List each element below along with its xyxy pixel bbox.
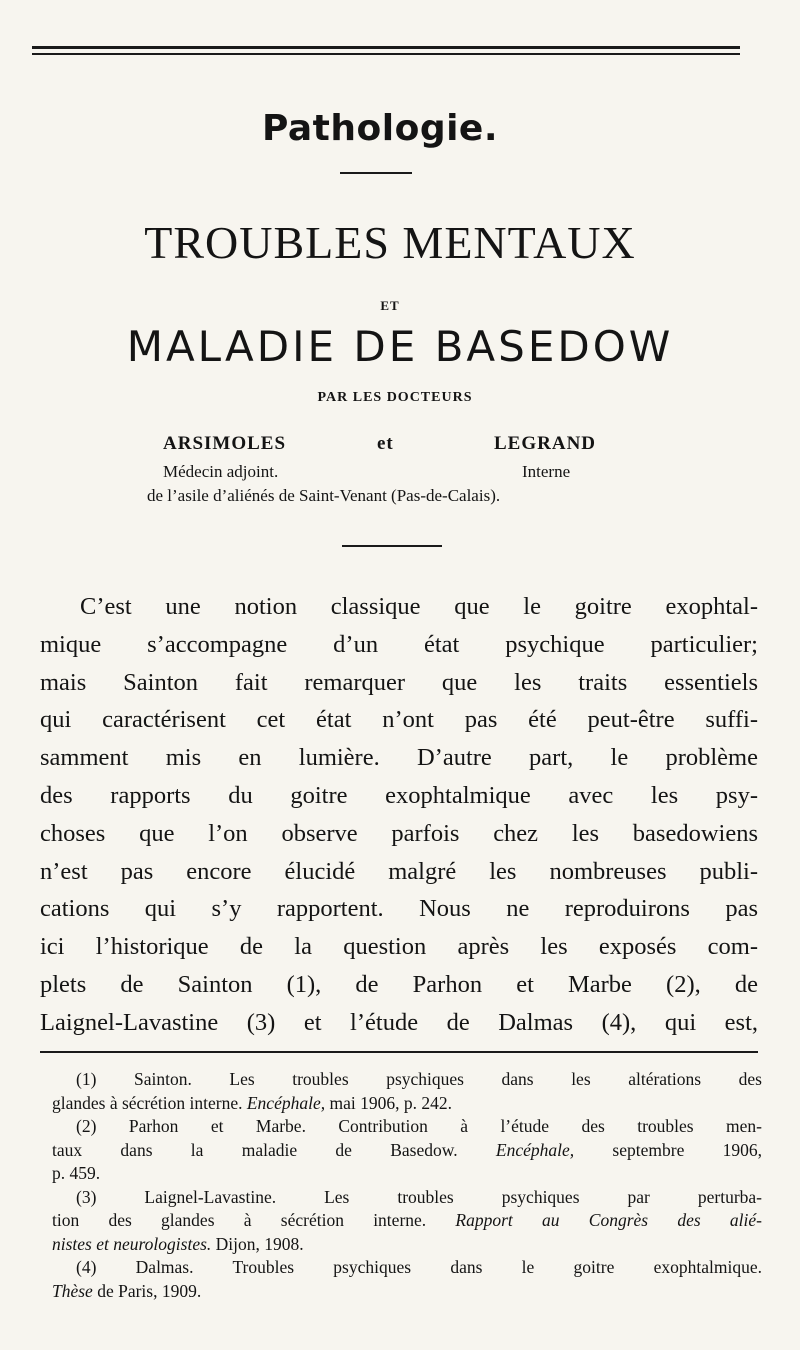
footnote-text: de Paris, 1909. bbox=[92, 1280, 202, 1301]
footnotes bbox=[52, 1068, 762, 1303]
footnote-text: mai 1906, p. 242. bbox=[325, 1092, 452, 1113]
footnote-text: Dijon, 1908. bbox=[211, 1233, 304, 1254]
footnote-text: glandes à sécrétion interne. bbox=[52, 1092, 247, 1113]
article-title-line-2: MALADIE DE BASEDOW bbox=[126, 322, 674, 371]
body-line: C’est une notion classique que le goitre exophtal- bbox=[80, 593, 758, 620]
footnote-4-line-2 bbox=[52, 1280, 762, 1304]
byline-divider bbox=[342, 545, 442, 547]
body-line: mique s’accompagne d’un état psychique particulier; bbox=[40, 630, 758, 658]
body-line: qui caractérisent cet état n’ont pas été peut-être suffi- bbox=[40, 706, 758, 734]
footnote-3-line-1: (3) Laignel-Lavastine. Les troubles psychiques par perturba- bbox=[76, 1186, 762, 1207]
article-title-conjunction: ET bbox=[380, 298, 400, 313]
body-paragraph bbox=[40, 588, 758, 1042]
footnote-journal: Encéphale, bbox=[495, 1139, 575, 1160]
body-line: samment mis en lumière. D’autre part, le problème bbox=[40, 744, 758, 772]
footnote-journal: Encéphale, bbox=[246, 1092, 326, 1113]
body-line: plets de Sainton (1), de Parhon et Marbe (2), de bbox=[40, 970, 758, 998]
author-name-1: ARSIMOLES bbox=[163, 433, 287, 454]
body-line: Laignel-Lavastine (3) et l’étude de Dalmas (4), qui est, bbox=[40, 1008, 758, 1036]
footnote-divider bbox=[40, 1051, 758, 1053]
footnote-2-line-1: (2) Parhon et Marbe. Contribution à l’étude des troubles men- bbox=[76, 1116, 762, 1136]
footnote-3-line-3 bbox=[52, 1233, 762, 1257]
footnote-2-line-2 bbox=[52, 1139, 762, 1163]
body-line: n’est pas encore élucidé malgré les nombreuses publi- bbox=[40, 857, 758, 885]
author-connector: et bbox=[377, 433, 394, 454]
body-line: des rapports du goitre exophtalmique avec les psy- bbox=[40, 781, 758, 809]
section-heading: Pathologie. bbox=[261, 108, 499, 149]
footnote-text: septembre 1906, bbox=[574, 1139, 762, 1160]
author-affiliation: de l’asile d’aliénés de Saint-Venant (Pas-de-Calais). bbox=[147, 486, 501, 505]
body-line: ici l’historique de la question après les exposés com- bbox=[40, 933, 758, 961]
article-title-line-1: TROUBLES MENTAUX bbox=[144, 217, 636, 268]
body-line: mais Sainton fait remarquer que les traits essentiels bbox=[40, 668, 758, 696]
author-role-1: Médecin adjoint. bbox=[163, 462, 279, 481]
footnote-3-line-2 bbox=[52, 1209, 762, 1233]
footnote-1-line-2 bbox=[52, 1092, 762, 1116]
footnote-2-line-3: p. 459. bbox=[52, 1163, 101, 1183]
author-role-2: Interne bbox=[522, 462, 571, 481]
heading-divider bbox=[340, 172, 412, 174]
footnote-text: tion des glandes à sécrétion interne. bbox=[52, 1210, 456, 1230]
header-double-rule-top bbox=[32, 46, 740, 49]
body-line: choses que l’on observe parfois chez les basedowiens bbox=[40, 819, 758, 847]
footnote-thesis: Thèse bbox=[52, 1280, 93, 1301]
footnote-journal: Rapport au Congrès des alié- bbox=[455, 1210, 762, 1230]
byline: PAR LES DOCTEURS bbox=[317, 390, 473, 405]
footnote-1-line-1: (1) Sainton. Les troubles psychiques dans les altérations des bbox=[76, 1069, 762, 1089]
body-line: cations qui s’y rapportent. Nous ne reproduirons pas bbox=[40, 895, 758, 923]
author-name-2: LEGRAND bbox=[494, 433, 597, 454]
footnote-text: taux dans la maladie de Basedow. bbox=[52, 1139, 496, 1160]
header-double-rule-bottom bbox=[32, 53, 740, 55]
footnote-journal: nistes et neurologistes. bbox=[52, 1233, 212, 1254]
footnote-4-line-1: (4) Dalmas. Troubles psychiques dans le goitre exophtalmique. bbox=[76, 1257, 762, 1277]
